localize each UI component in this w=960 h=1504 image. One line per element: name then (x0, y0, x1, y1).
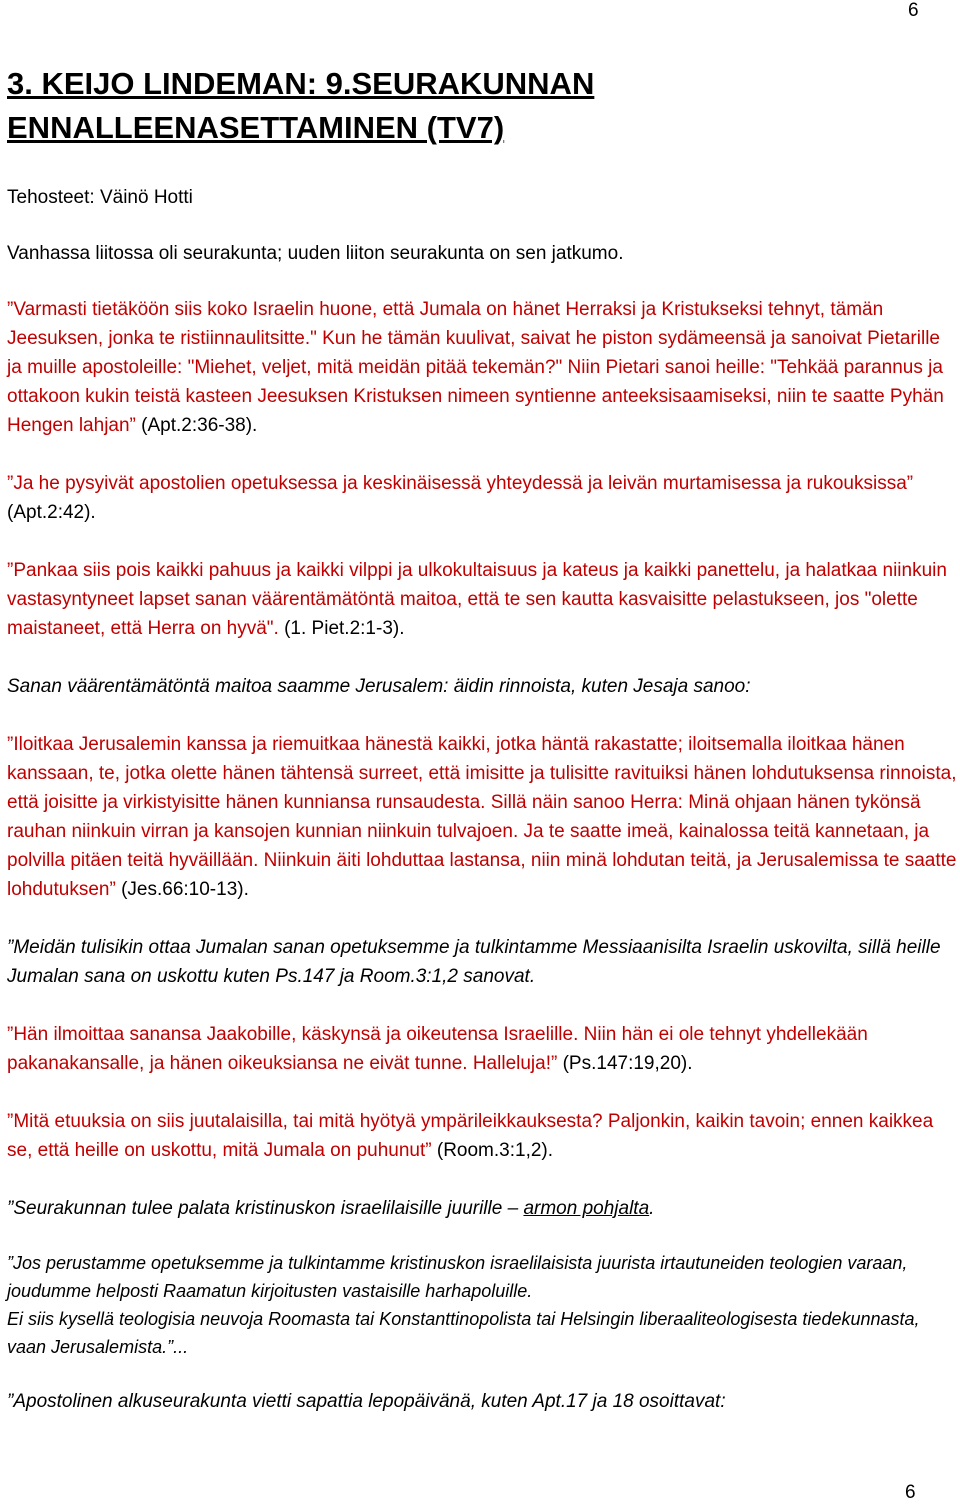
quote-text: ”Pankaa siis pois kaikki pahuus ja kaikki vilppi ja ulkokultaisuus ja kateus ja kaikki panettelu, ja halatkaa niinkuin vastasyntyneet lapset sanan väärentämätöntä maitoa, että te sen kautta kasvaisitte pelastukseen, jos "olette maistaneet, että Herra on hyvä". (7, 560, 947, 639)
quote-text: ”Varmasti tietäköön siis koko Israelin huone, että Jumala on hänet Herraksi ja Kristukseksi tehnyt, tämän Jeesuksen, jonka te ristiinnaulitsitte." Kun he tämän kuulivat, saivat he piston sydämeensä ja sanoivat Pietarille ja muille apostoleille: "Miehet, veljet, mitä meidän pitää tekemän?" Niin Pietari sanoi heille: "Tehkää parannus ja ottakoon kukin teistä kasteen Jeesuksen Kristuksen nimeen syntienne anteeksisaamiseksi, niin te saatte Pyhän Hengen lahjan” (7, 299, 944, 436)
reference: (1. Piet.2:1-3). (278, 618, 405, 639)
paragraph-acts-2-42 (7, 469, 957, 527)
paragraph-jerusalem-milk: Sanan väärentämätöntä maitoa saamme Jerusalem: äidin rinnoista, kuten Jesaja sanoo: (7, 676, 751, 697)
paragraph-psalm-147 (7, 1020, 957, 1078)
paragraph-return-to-roots (7, 1194, 957, 1223)
intro-paragraph: Vanhassa liitossa oli seurakunta; uuden liiton seurakunta on sen jatkumo. (7, 243, 624, 264)
reference: (Room.3:1,2). (431, 1140, 554, 1161)
paragraph-acts-2-36 (7, 295, 957, 440)
paragraph-theologians-line1: ”Jos perustamme opetuksemme ja tulkintamme kristinuskon israelilaisista juurista irtautuneiden teologien varaan, joudumme helposti Raamatun kirjoitusten vastaisille harhapoluille. (7, 1253, 908, 1301)
statement-text: ”Seurakunnan tulee palata kristinuskon israelilaisille juurille – (7, 1198, 524, 1219)
page-number-top: 6 (908, 0, 919, 21)
paragraph-theologians-line2: Ei siis kysellä teologisia neuvoja Roomasta tai Konstanttinopolista tai Helsingin liberaaliteologisesta tiedekunnasta, vaan Jerusalemista.”... (7, 1309, 920, 1357)
paragraph-1-peter-2 (7, 556, 957, 643)
quote-text: ”Hän ilmoittaa sanansa Jaakobille, käskynsä ja oikeutensa Israelille. Niin hän ei ole tehnyt yhdellekään pakanakansalle, ja hänen oikeuksiansa ne eivät tunne. Halleluja!” (7, 1024, 868, 1074)
paragraph-messianic-teaching: ”Meidän tulisikin ottaa Jumalan sanan opetuksemme ja tulkintamme Messiaanisilta Israelin uskovilta, sillä heille Jumalan sana on uskottu kuten Ps.147 ja Room.3:1,2 sanovat. (7, 937, 941, 987)
paragraph-sabbath: ”Apostolinen alkuseurakunta vietti sapattia lepopäivänä, kuten Apt.17 ja 18 osoittavat: (7, 1391, 726, 1412)
paragraph-romans-3 (7, 1107, 957, 1165)
subtitle: Tehosteet: Väinö Hotti (7, 187, 193, 208)
quote-text: ”Iloitkaa Jerusalemin kanssa ja riemuitkaa hänestä kaikki, jotka häntä rakastatte; iloitsemalla iloitkaa hänen kanssaan, te, jotka olette hänen tähtensä surreet, että imisitte ja tulisitte ravituiksi hänen lohdutuksensa rinnoista, että joisitte ja virkistyisitte hänen kunniansa runsaudesta. Sillä näin sanoo Herra: Minä ohjaan hänen tykönsä rauhan niinkuin virran ja kansojen kunnian niinkuin tulvajoen. Ja te saatte imeä, kainalossa teitä kannetaan, ja polvilla pitäen teitä hyväillään. Niinkuin äiti lohduttaa lastansa, niin minä lohdutan teitä, ja Jerusalemissa te saatte lohdutuksen” (7, 734, 957, 900)
statement-end: . (649, 1198, 655, 1219)
document-body (7, 62, 957, 1416)
quote-text: ”Mitä etuuksia on siis juutalaisilla, tai mitä hyötyä ympärileikkauksesta? Paljonkin, kaikin tavoin; ennen kaikkea se, että heille on uskottu, mitä Jumala on puhunut” (7, 1111, 934, 1161)
paragraph-isaiah-66 (7, 730, 957, 904)
reference: (Jes.66:10-13). (115, 879, 249, 900)
page-number-bottom: 6 (905, 1482, 916, 1503)
quote-text: ”Ja he pysyivät apostolien opetuksessa ja keskinäisessä yhteydessä ja leivän murtamisessa ja rukouksissa” (7, 473, 914, 494)
page-title: 3. KEIJO LINDEMAN: 9.SEURAKUNNAN ENNALLEENASETTAMINEN (TV7) (7, 66, 595, 145)
reference: (Apt.2:36-38). (135, 415, 258, 436)
underlined-text: armon pohjalta (523, 1198, 650, 1219)
reference: (Ps.147:19,20). (557, 1053, 693, 1074)
reference: (Apt.2:42). (7, 502, 96, 523)
